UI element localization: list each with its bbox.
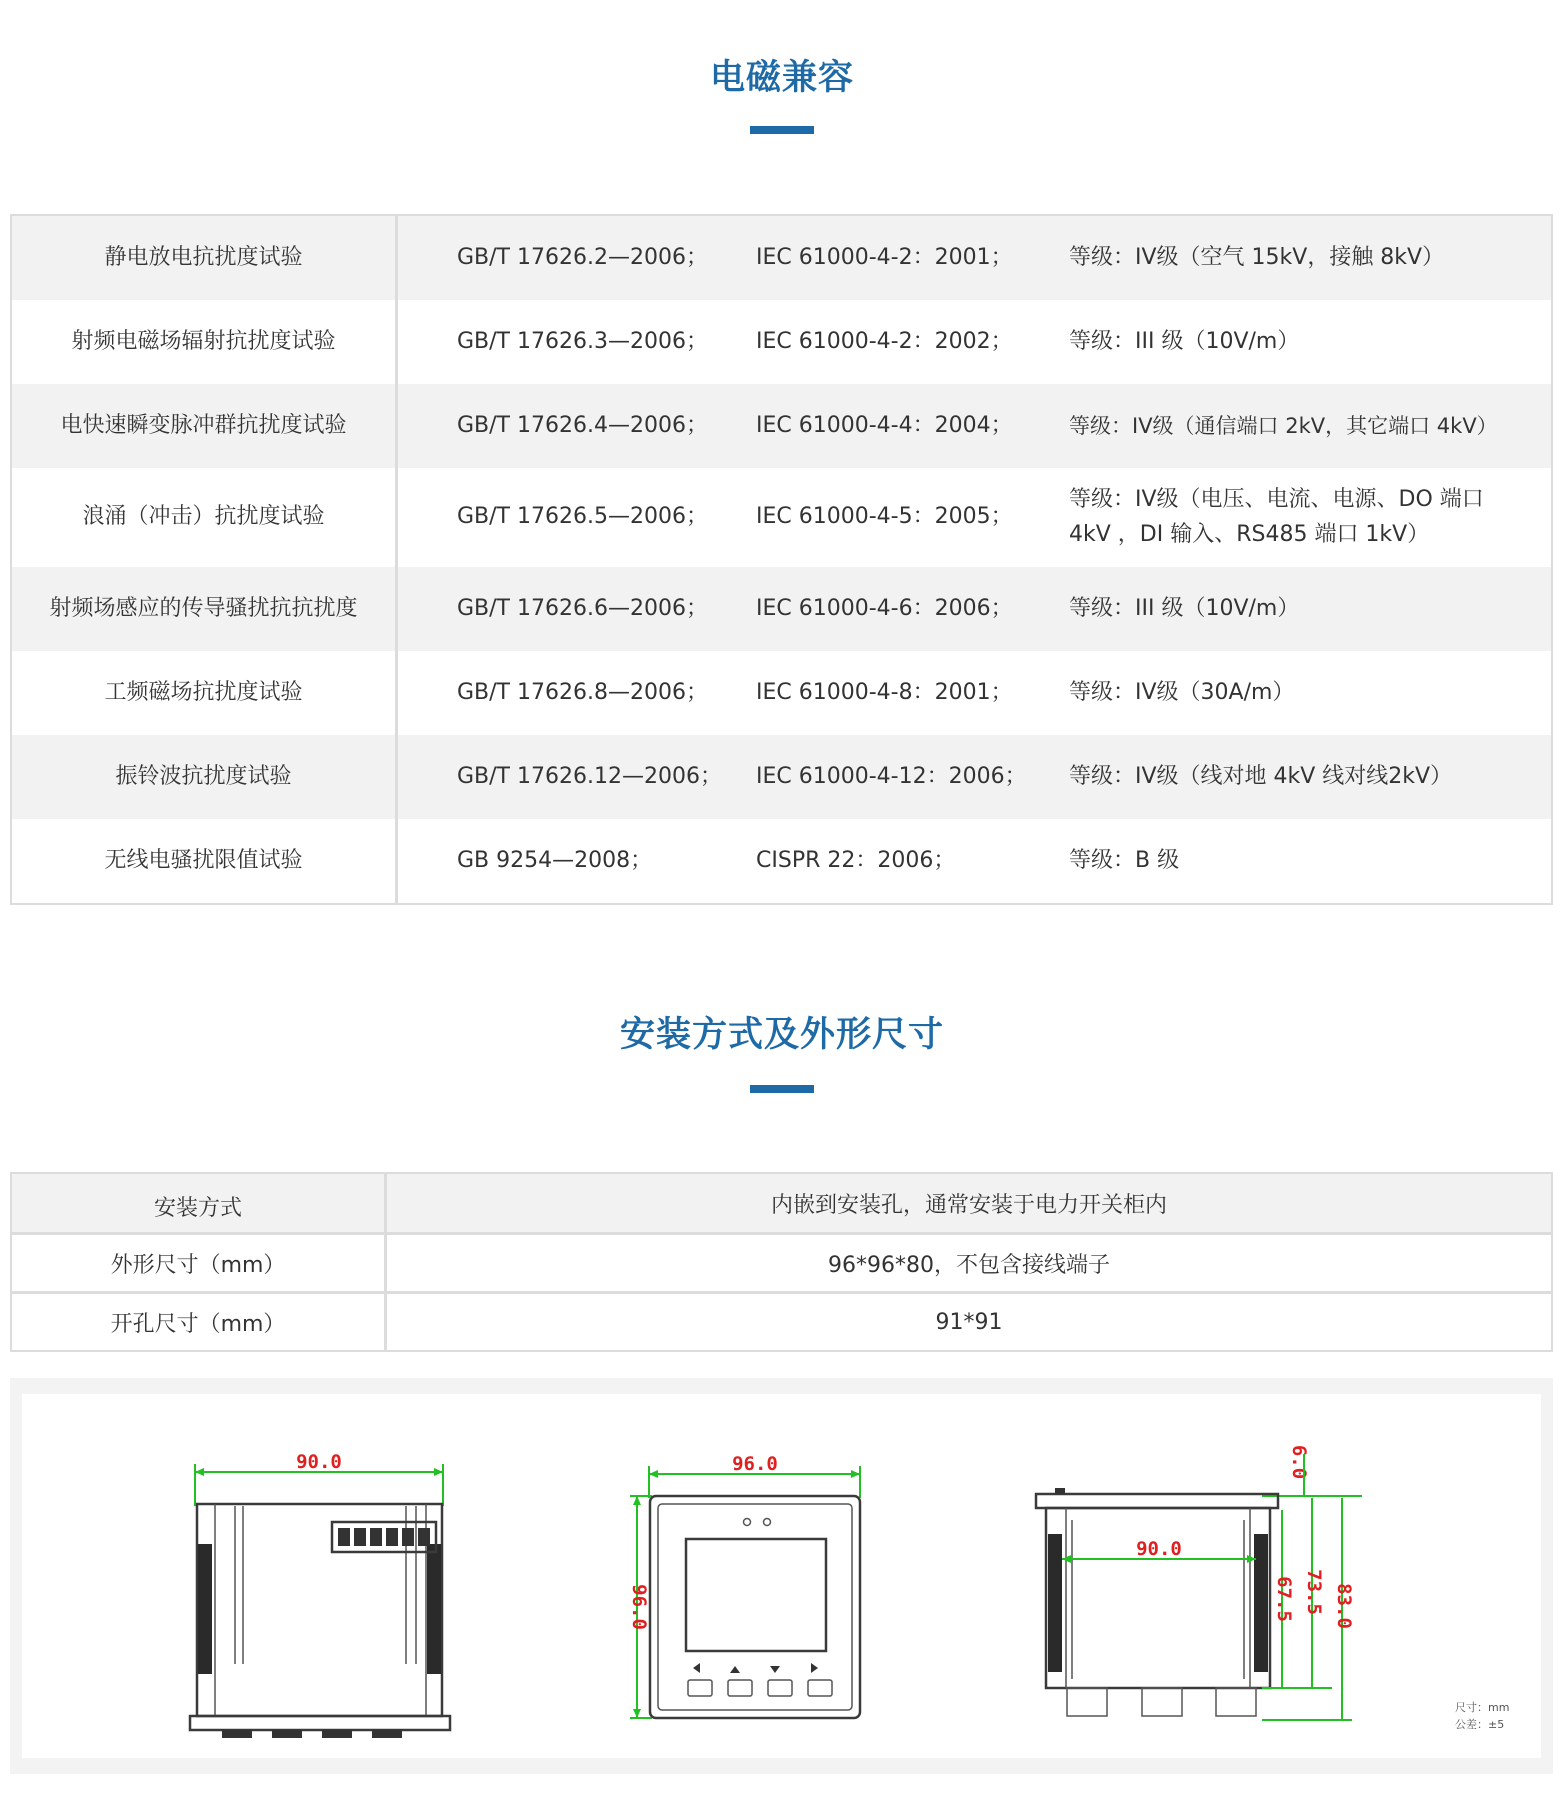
iec-standard: IEC 61000-4-12：2006；	[756, 763, 1027, 789]
right-h1-label: 67.5	[1273, 1576, 1295, 1622]
table-row	[12, 1294, 1551, 1350]
test-name: 浪涌（冲击）抗扰度试验	[82, 504, 325, 530]
gb-standard: GB/T 17626.6—2006；	[457, 595, 708, 621]
emc-title-underline	[750, 126, 814, 134]
table-row	[12, 468, 1551, 567]
dimension-drawing-svg	[22, 1394, 1541, 1758]
test-name: 静电放电抗扰度试验	[104, 244, 303, 270]
column-divider	[384, 1174, 387, 1350]
front-width-label: 96.0	[732, 1453, 778, 1475]
test-level: 等级：IV级（通信端口 2kV，其它端口 4kV）	[1069, 413, 1498, 438]
install-label: 外形尺寸（mm）	[110, 1252, 286, 1278]
test-level: 等级：IV级（线对地 4kV 线对线2kV）	[1069, 763, 1453, 789]
install-section-title: 安装方式及外形尺寸	[619, 1015, 944, 1055]
test-level: 等级：IV级（电压、电流、电源、DO 端口 4kV ，DI 输入、RS485 端口 1kV）	[1069, 487, 1484, 547]
emc-section-title: 电磁兼容	[709, 58, 854, 98]
test-name: 振铃波抗扰度试验	[115, 763, 292, 789]
install-value: 内嵌到安装孔，通常安装于电力开关柜内	[770, 1192, 1167, 1218]
install-value: 96*96*80，不包含接线端子	[828, 1252, 1110, 1278]
install-label: 开孔尺寸（mm）	[110, 1311, 286, 1337]
install-table	[10, 1172, 1553, 1352]
table-row	[12, 1174, 1551, 1232]
test-level: 等级：III 级（10V/m）	[1069, 328, 1300, 354]
front-height-label: 96.0	[628, 1584, 650, 1630]
dimension-drawing-panel	[10, 1378, 1553, 1774]
test-name: 射频电磁场辐射抗扰度试验	[71, 328, 336, 354]
side-width-label: 90.0	[296, 1451, 342, 1473]
table-row	[12, 384, 1551, 468]
iec-standard: IEC 61000-4-2：2001；	[756, 244, 1013, 270]
test-name: 射频场感应的传导骚扰抗抗扰度	[49, 595, 358, 621]
iec-standard: IEC 61000-4-6：2006；	[756, 595, 1013, 621]
gb-standard: GB/T 17626.2—2006；	[457, 244, 708, 270]
gb-standard: GB 9254—2008；	[457, 847, 653, 873]
test-level: 等级：IV级（30A/m）	[1069, 679, 1295, 705]
table-row	[12, 567, 1551, 651]
test-level: 等级：III 级（10V/m）	[1069, 595, 1300, 621]
right-view-drawing	[1036, 1445, 1362, 1720]
table-row	[12, 300, 1551, 384]
dimension-drawing	[22, 1394, 1541, 1758]
test-level: 等级：IV级（空气 15kV，接触 8kV）	[1069, 244, 1445, 270]
side-view-drawing	[190, 1451, 450, 1738]
emc-table	[10, 214, 1553, 905]
iec-standard: IEC 61000-4-2：2002；	[756, 328, 1013, 354]
gb-standard: GB/T 17626.4—2006；	[457, 412, 708, 438]
right-top-label: 6.0	[1288, 1444, 1310, 1480]
table-row	[12, 216, 1551, 300]
gb-standard: GB/T 17626.12—2006；	[457, 763, 722, 789]
column-divider	[395, 216, 398, 903]
unit-note: 尺寸：mm	[1455, 1701, 1510, 1714]
install-label: 安装方式	[153, 1195, 242, 1221]
test-name: 无线电骚扰限值试验	[104, 847, 303, 873]
right-width-label: 90.0	[1136, 1538, 1182, 1560]
table-row	[12, 1235, 1551, 1291]
gb-standard: GB/T 17626.5—2006；	[457, 504, 708, 530]
front-view-drawing	[628, 1453, 860, 1718]
table-row	[12, 819, 1551, 903]
test-name: 电快速瞬变脉冲群抗扰度试验	[60, 412, 347, 438]
right-h3-label: 83.0	[1333, 1583, 1355, 1629]
install-title-underline	[750, 1085, 814, 1093]
iec-standard: IEC 61000-4-4：2004；	[756, 412, 1013, 438]
install-value: 91*91	[935, 1309, 1003, 1335]
table-row	[12, 735, 1551, 819]
iec-standard: CISPR 22：2006；	[756, 847, 956, 873]
iec-standard: IEC 61000-4-8：2001；	[756, 679, 1013, 705]
gb-standard: GB/T 17626.3—2006；	[457, 328, 708, 354]
test-level: 等级：B 级	[1069, 847, 1180, 873]
tolerance-note: 公差：±5	[1455, 1718, 1505, 1731]
iec-standard: IEC 61000-4-5：2005；	[756, 504, 1013, 530]
table-row	[12, 651, 1551, 735]
test-name: 工频磁场抗扰度试验	[104, 679, 303, 705]
right-h2-label: 73.5	[1303, 1569, 1325, 1615]
gb-standard: GB/T 17626.8—2006；	[457, 679, 708, 705]
